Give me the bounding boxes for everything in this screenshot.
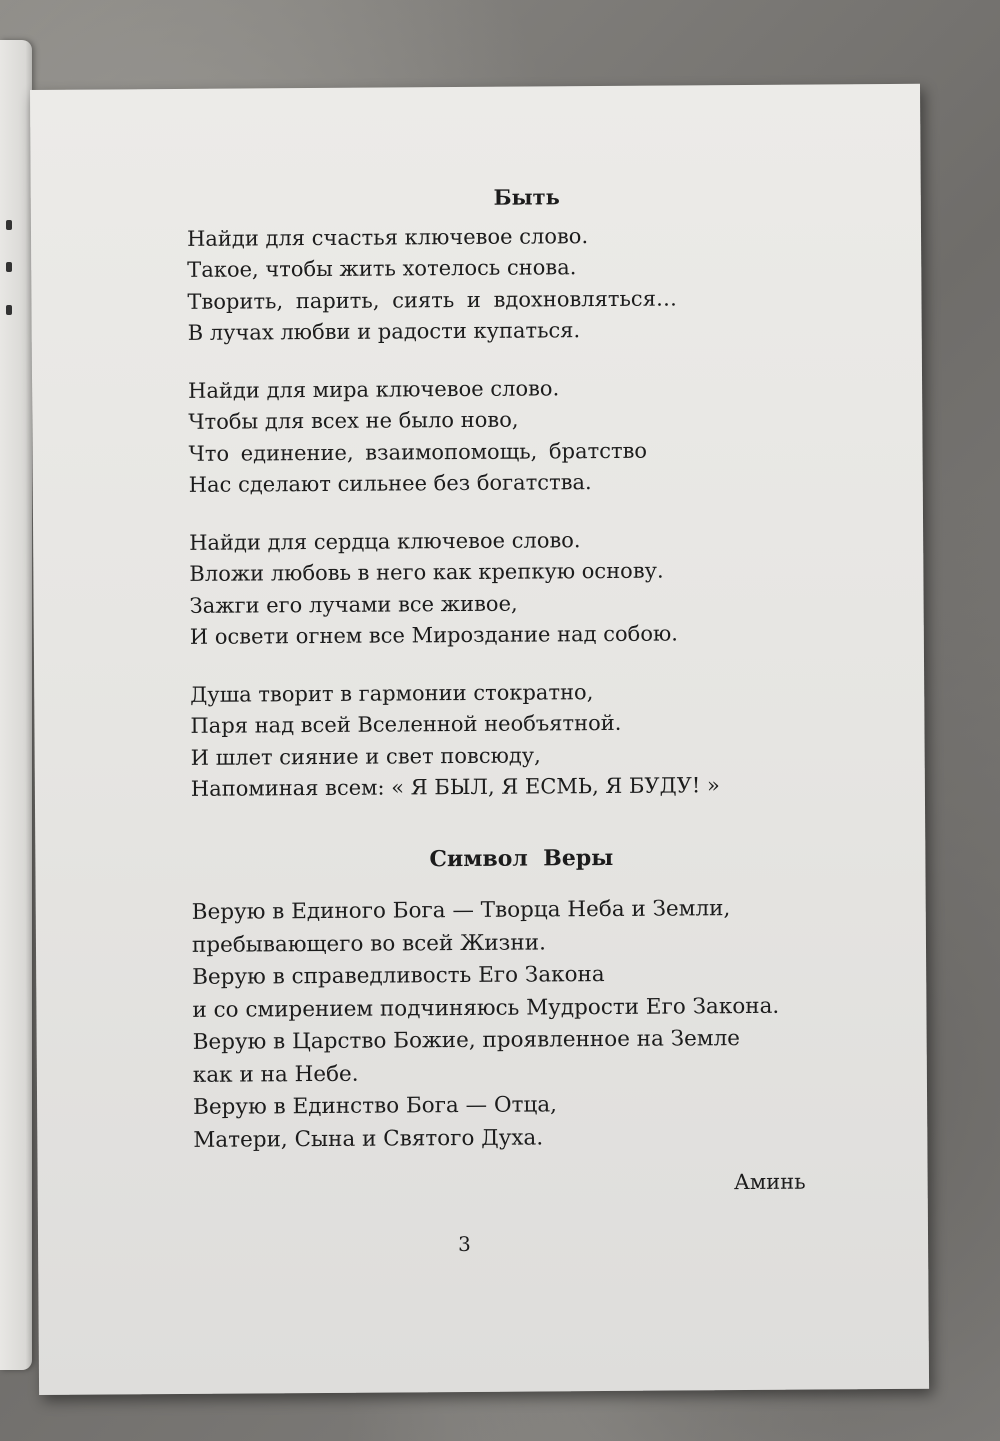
- creed-line: Верую в Единство Бога — Отца,: [193, 1092, 558, 1120]
- poem-line: Творить, парить, сиять и вдохновляться…: [187, 285, 677, 314]
- poem-line: Душа творит в гармонии стократно,: [190, 679, 594, 707]
- stanza: [188, 371, 829, 501]
- poem-line: Найди для мира ключевое слово.: [188, 375, 560, 403]
- creed-line: и со смирением подчиняюсь Мудрости Его Закона.: [192, 993, 780, 1023]
- creed-line: пребывающего во всей Жизни.: [191, 929, 546, 958]
- stanza: [190, 675, 831, 805]
- creed-line: Матери, Сына и Святого Духа.: [193, 1124, 544, 1153]
- edge-ink-mark: [6, 262, 12, 272]
- book-page: [30, 84, 929, 1395]
- creed-line: Верую в Царство Божие, проявленное на Земле: [192, 1026, 741, 1055]
- edge-ink-mark: [6, 220, 12, 230]
- poem-line: Чтобы для всех не было ново,: [188, 407, 519, 434]
- poem-line: И шлет сияние и свет повсюду,: [190, 742, 541, 770]
- page-number: 3: [457, 1231, 471, 1257]
- poem-line: В лучах любви и радости купаться.: [187, 318, 581, 345]
- poem-line: Зажги его лучами все живое,: [189, 591, 518, 618]
- creed-line: как и на Небе.: [192, 1061, 359, 1088]
- poem-line: Вложи любовь в него как крепкую основу.: [189, 558, 664, 586]
- stanza: [189, 523, 830, 653]
- page-content: [187, 179, 834, 1202]
- poem-title: Быть: [493, 184, 560, 210]
- creed-closing: Аминь: [733, 1169, 806, 1195]
- poem-line: Нас сделают сильнее без богатства.: [188, 470, 592, 497]
- poem-line: И освети огнем все Мироздание над собою.: [189, 621, 678, 649]
- poem-line: Паря над всей Вселенной необъятной.: [190, 710, 622, 738]
- adjacent-page-edge: [0, 40, 32, 1370]
- poem-line: Что единение, взаимопомощь, братство: [188, 438, 648, 466]
- stanza: [187, 219, 828, 349]
- poem-line: Такое, чтобы жить хотелось снова.: [187, 255, 577, 282]
- poem-line: Напоминая всем: « Я БЫЛ, Я ЕСМЬ, Я БУДУ! »: [190, 773, 720, 801]
- creed-title: Символ Веры: [429, 844, 614, 872]
- creed-line: Верую в справедливость Его Закона: [192, 962, 605, 990]
- edge-ink-mark: [6, 305, 12, 315]
- poem-line: Найди для счастья ключевое слово.: [186, 223, 589, 251]
- creed-line: Верую в Единого Бога — Творца Неба и Земли,: [191, 896, 731, 925]
- creed-text: [192, 892, 834, 1156]
- poem-line: Найди для сердца ключевое слово.: [189, 527, 581, 555]
